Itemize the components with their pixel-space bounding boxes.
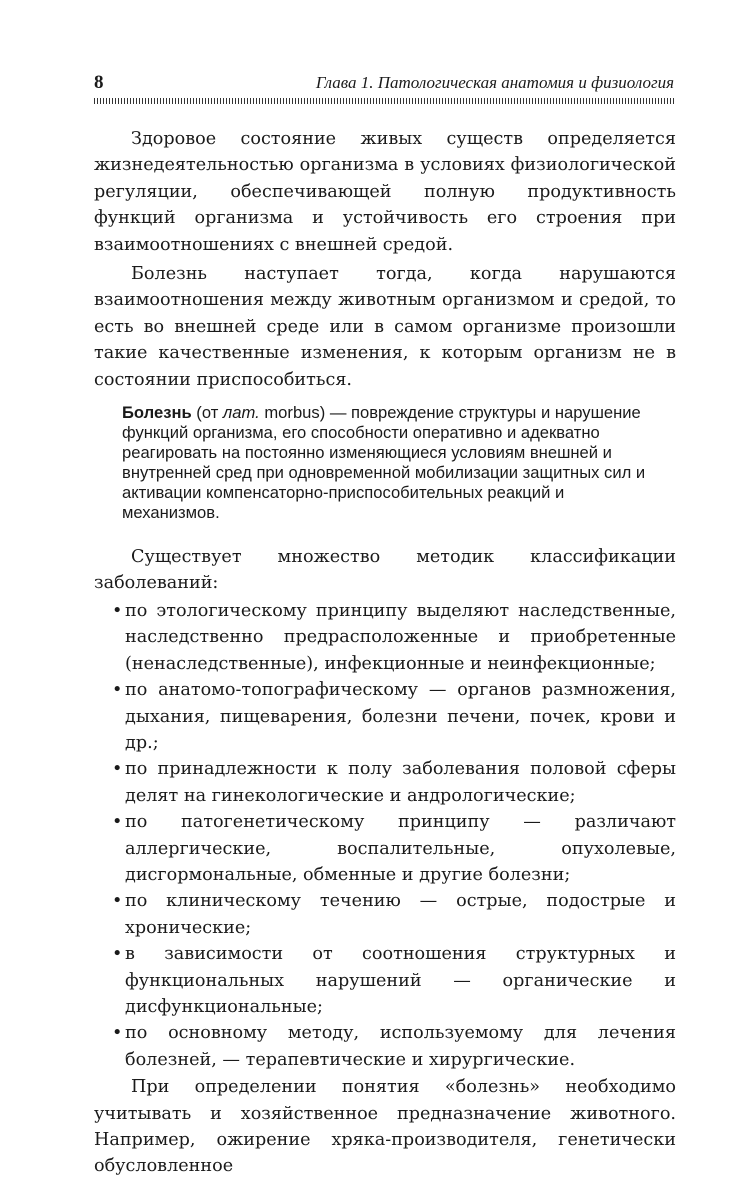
list-item: • по принадлежности к полу заболевания половой сферы делят на гинекологические и андрологические;	[94, 756, 676, 809]
definition-open: (от	[191, 403, 223, 423]
list-item: • по анатомо-топографическому — органов размножения, дыхания, пищеварения, болезни печени, почек, крови и др.;	[94, 677, 676, 756]
definition-abbr: лат.	[222, 403, 260, 423]
definition-box	[94, 403, 676, 523]
list-item: • в зависимости от соотношения структурных и функциональных нарушений — органические и дисфункциональные;	[94, 941, 676, 1020]
page-number: 8	[94, 72, 104, 93]
classification-list	[94, 598, 676, 1073]
list-item: • по патогенетическому принципу — различают аллергические, воспалительные, опухолевые, дисгормональные, обменные и другие болезни;	[94, 809, 676, 888]
definition-term: Болезнь	[122, 403, 192, 423]
list-item: • по основному методу, используемому для лечения болезней, — терапевтические и хирургические.	[94, 1020, 676, 1073]
paragraph-disease-onset: Болезнь наступает тогда, когда нарушаются взаимоотношения между животным организмом и средой, то есть во внешней среде или в самом организме произошли такие качественные изменения, к которым организм не в состоянии приспособиться.	[94, 264, 676, 390]
paragraph-health: Здоровое состояние живых существ определяется жизнедеятельностью организма в условиях физиологической регуляции, обеспечивающей полную продуктивность функций организма и устойчивость его строения при взаимоотношениях с внешней средой.	[94, 129, 676, 255]
list-item: • по этологическому принципу выделяют наследственные, наследственно предрасположенные и приобретенные (ненаследственные), инфекционные и неинфекционные;	[94, 598, 676, 677]
chapter-title: Глава 1. Патологическая анатомия и физиология	[315, 73, 674, 92]
header-rule	[94, 98, 674, 104]
body-text	[94, 126, 676, 1180]
paragraph-economic-purpose: При определении понятия «болезнь» необходимо учитывать и хозяйственное предназначение животного. Например, ожирение хряка-производителя, генетически обусловленное	[94, 1077, 676, 1177]
running-head	[94, 72, 674, 96]
paragraph-classification-intro: Существует множество методик классификации заболеваний:	[94, 547, 676, 594]
list-item: • по клиническому течению — острые, подострые и хронические;	[94, 888, 676, 941]
definition-text: morbus) — повреждение структуры и нарушение функций организма, его способности оперативно и адекватно реагировать на постоянно изменяющиеся условиям внешней и внутренней сред при одновременной мобилизации защитных сил и активации компенсаторно-приспособительных реакций и механизмов.	[122, 403, 646, 523]
